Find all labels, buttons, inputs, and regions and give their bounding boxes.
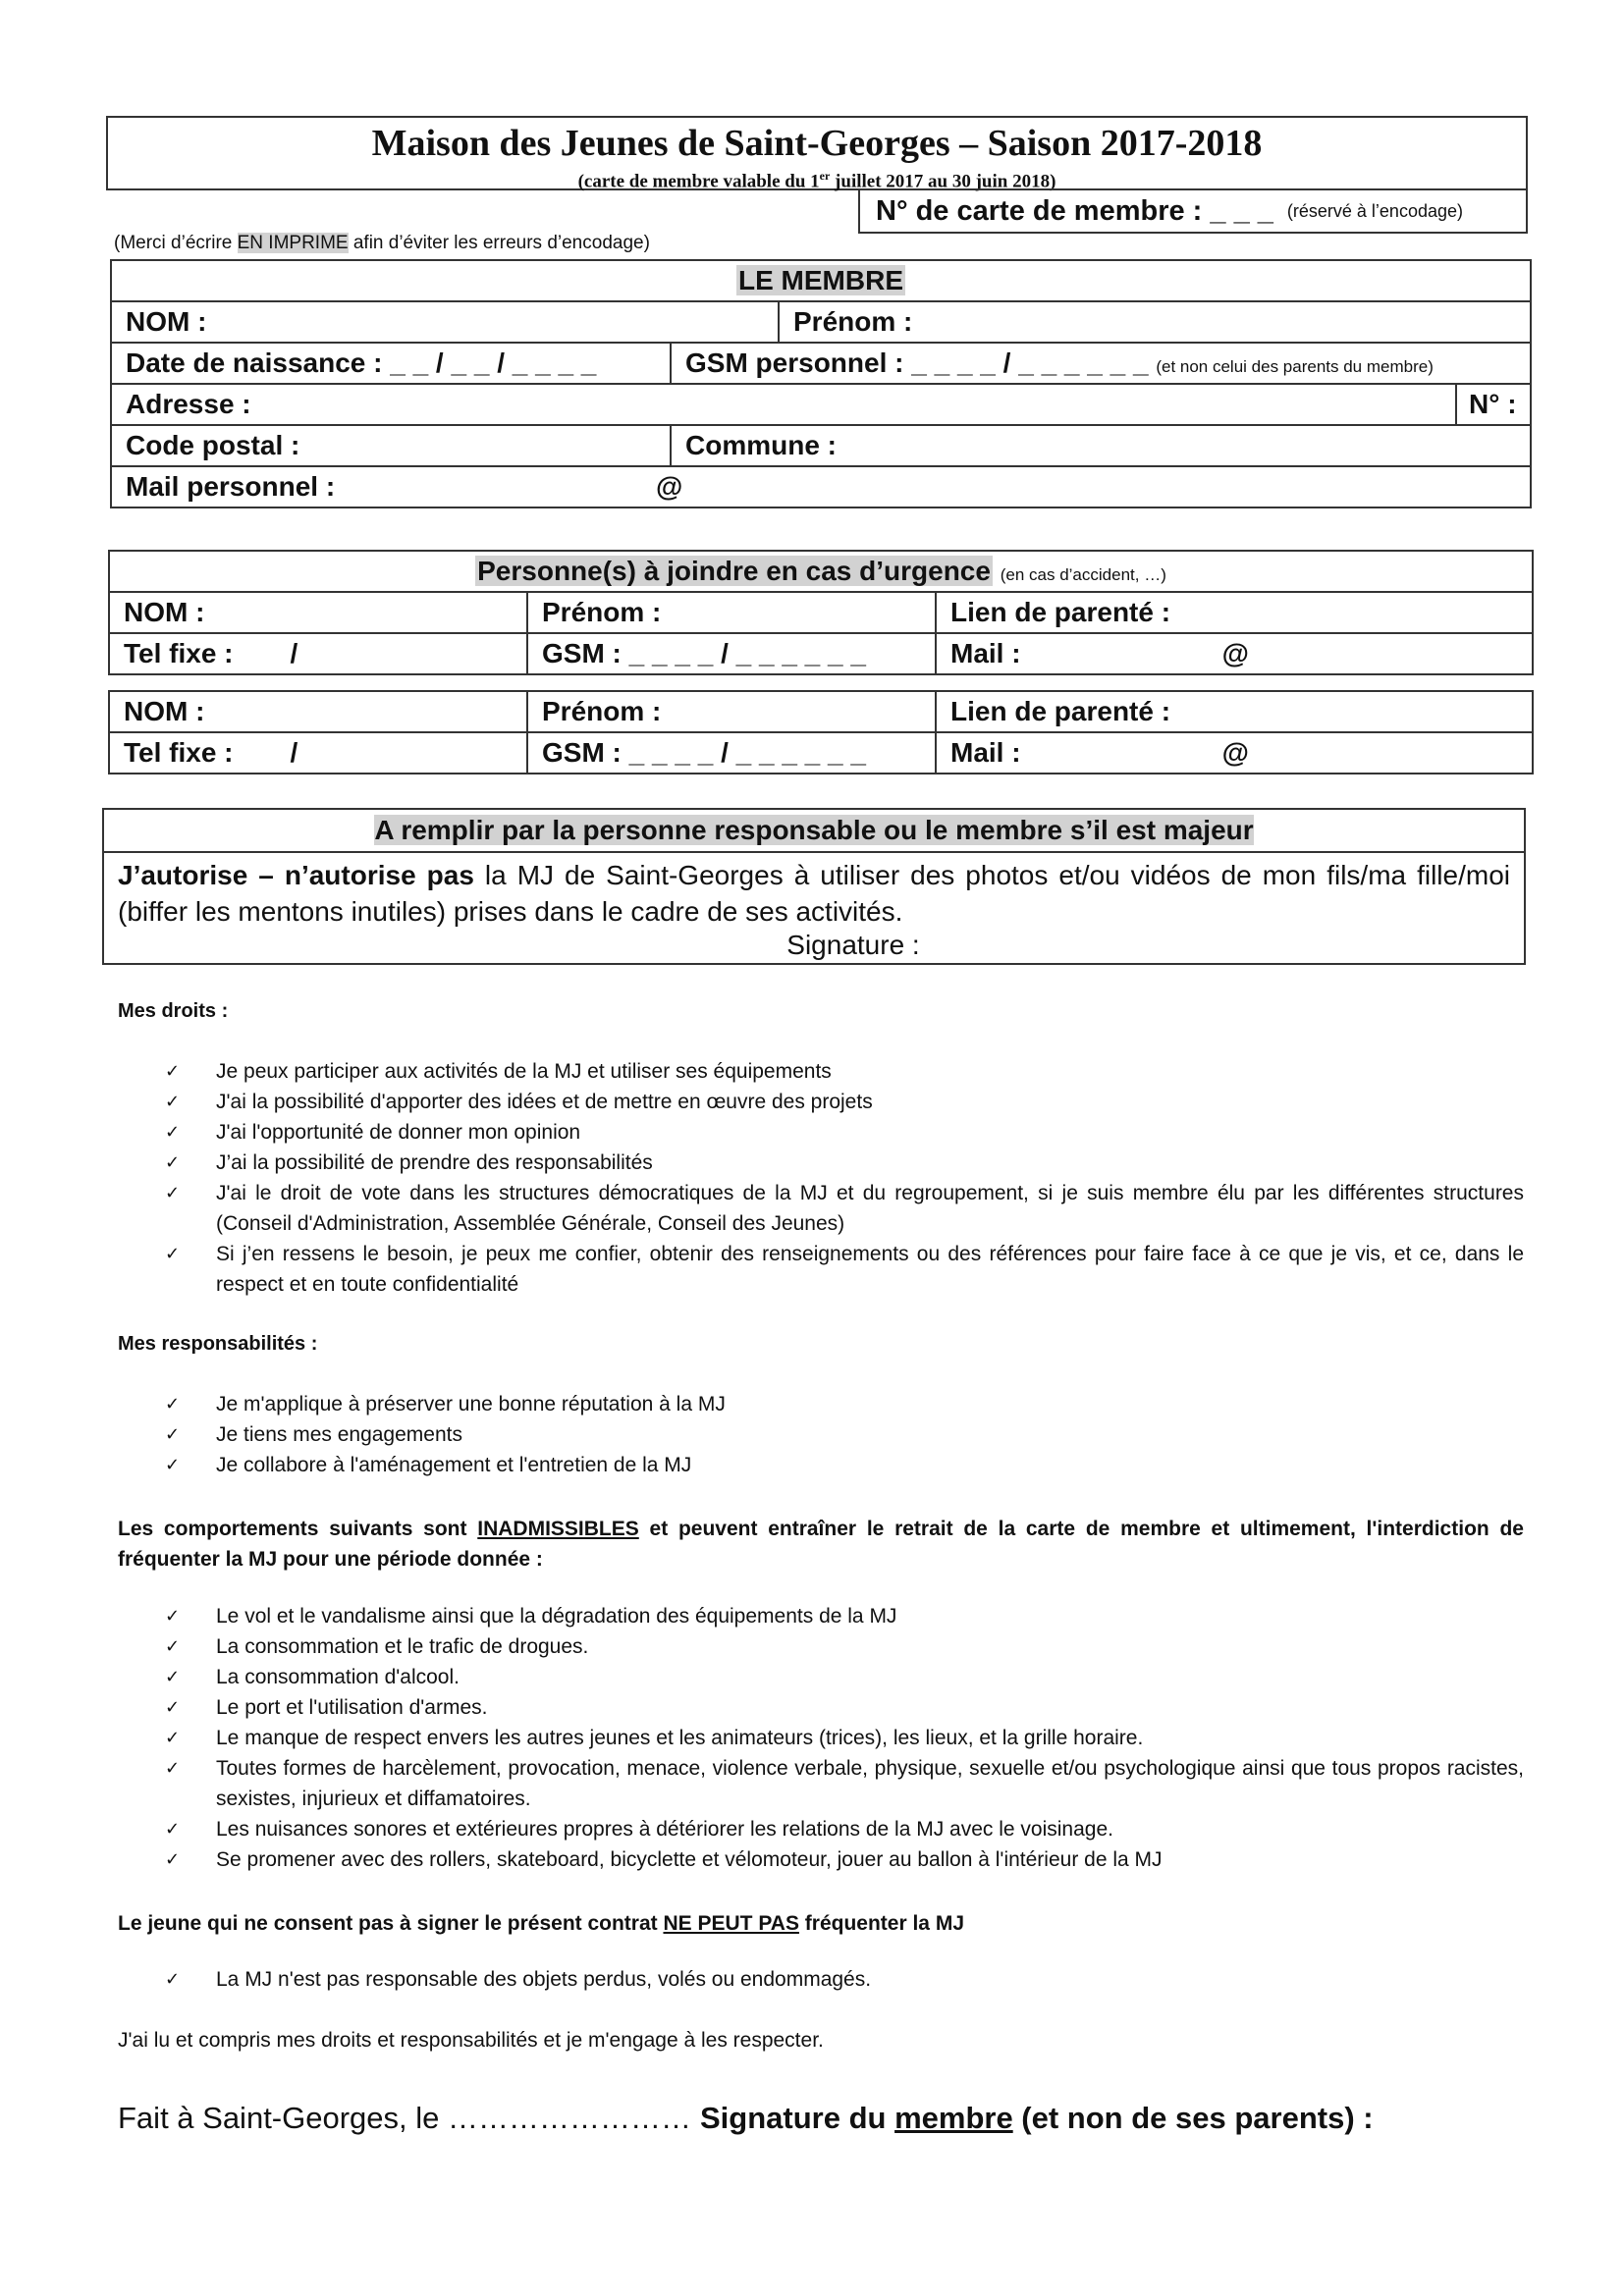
membre-adresse-field[interactable]: Adresse : [111,384,1456,425]
print-note [114,233,650,254]
comportements-title-pre: Les comportements suivants sont [118,1518,478,1540]
membre-code-postal-field[interactable]: Code postal : [111,425,671,466]
list-item-text: La consommation et le trafic de drogues. [216,1635,589,1658]
print-note-highlight: EN IMPRIME [237,233,349,253]
title-box [106,116,1528,190]
urgence2-nom-field[interactable]: NOM : [109,691,527,732]
contrat-underlined: NE PEUT PAS [663,1912,799,1935]
membre-gsm-label: GSM personnel : _ _ _ _ / _ _ _ _ _ _ [685,347,1149,378]
responsabilites-title: Mes responsabilités : [118,1333,318,1355]
membre-mail-at: @ [656,471,683,502]
check-icon: ✓ [165,1758,181,1779]
contrat-pre: Le jeune qui ne consent pas à signer le présent contrat [118,1912,664,1935]
contrat-post: fréquenter la MJ [798,1912,964,1935]
list-item [165,1753,1524,1814]
list-item-text: Le manque de respect envers les autres jeunes et les animateurs (trices), les lieux, et la grille horaire. [216,1727,1144,1749]
urgence-mail-label: Mail : [950,638,1021,668]
engagement-text: J'ai lu et compris mes droits et responsabilités et je m'engage à les respecter. [118,2029,824,2052]
check-icon: ✓ [165,1244,181,1264]
comportements-title-post: et peuvent entraîner le retrait de la carte de membre et ultimement, l'interdiction de fréquenter la MJ pour une période donnée : [118,1518,1524,1571]
authorization-body: la MJ de Saint-Georges à utiliser des photos et/ou vidéos de mon fils/ma fille/moi (biffer les mentons inutiles) prises dans le cadre de ses activités. [118,860,1510,927]
list-item [165,1087,1524,1117]
comportements-title-underlined: INADMISSIBLES [477,1518,639,1540]
member-signature-post: (et non de ses parents) : [1012,2101,1374,2135]
check-icon: ✓ [165,1183,181,1203]
droits-title: Mes droits : [118,1000,229,1022]
urgence2-lien-field[interactable]: Lien de parenté : [936,691,1533,732]
membre-mail-field[interactable] [111,466,1531,507]
urgence-prenom-field[interactable]: Prénom : [527,592,936,633]
authorization-title: A remplir par la personne responsable ou le membre s’il est majeur [374,815,1254,845]
check-icon: ✓ [165,1455,181,1475]
list-item [165,1419,1524,1450]
urgence-table [108,550,1534,675]
list-item [165,1056,1524,1087]
membre-numero-field[interactable] [1456,384,1531,425]
authorization-signature[interactable]: Signature : [786,930,920,960]
urgence2-prenom-field[interactable]: Prénom : [527,691,936,732]
membre-table [110,259,1532,508]
membre-title-cell [111,260,1531,301]
list-item [165,1117,1524,1148]
check-icon: ✓ [165,1606,181,1627]
urgence-title-note: (en cas d’accident, …) [1000,565,1166,584]
membre-title: LE MEMBRE [738,265,903,295]
membre-commune-field[interactable]: Commune : [671,425,1531,466]
list-item-text: La MJ n'est pas responsable des objets perdus, volés ou endommagés. [216,1968,872,1991]
membre-gsm-note: (et non celui des parents du membre) [1156,357,1434,376]
membre-nom-field[interactable]: NOM : [111,301,779,343]
list-item [165,1814,1524,1844]
check-icon: ✓ [165,1697,181,1718]
urgence2-mail-field[interactable] [936,732,1533,774]
list-item-text: Je m'applique à préserver une bonne réputation à la MJ [216,1393,726,1415]
urgence2-mail-at: @ [1221,737,1249,768]
authorization-text [104,853,1524,930]
check-icon: ✓ [165,1152,181,1173]
check-icon: ✓ [165,1636,181,1657]
list-item [165,1662,1524,1692]
member-signature-field[interactable] [700,2101,1374,2136]
contrat-list [165,1964,1524,1995]
urgence2-tel-slash: / [290,737,298,768]
list-item-text: Si j’en ressens le besoin, je peux me confier, obtenir des renseignements ou des références pour faire face à ce que je vis, et ce, dans le respect et en toute confidentialité [216,1243,1524,1296]
droits-list [165,1056,1524,1300]
check-icon: ✓ [165,1122,181,1143]
urgence-nom-field[interactable]: NOM : [109,592,527,633]
list-item [165,1723,1524,1753]
urgence-tel-label: Tel fixe : [124,638,234,668]
urgence-table-2 [108,690,1534,774]
urgence-mail-field[interactable] [936,633,1533,674]
authorization-choice[interactable]: J’autorise – n’autorise pas [118,860,474,890]
list-item [165,1148,1524,1178]
card-number-note: (réservé à l’encodage) [1286,200,1463,221]
urgence2-tel-field[interactable] [109,732,527,774]
list-item [165,1631,1524,1662]
list-item-text: J'ai le droit de vote dans les structures démocratiques de la MJ et du regroupement, si je suis membre élu par les différentes structures (Conseil d'Administration, Assemblée Générale, Conseil des Jeunes) [216,1182,1524,1235]
list-item-text: Toutes formes de harcèlement, provocation, menace, violence verbale, physique, sexuelle et/ou psychologique ainsi que tous propos racistes, sexistes, injurieux et diffamatoires. [216,1757,1524,1810]
list-item [165,1239,1524,1300]
list-item-text: Je peux participer aux activités de la MJ et utiliser ses équipements [216,1060,832,1083]
membre-date-naissance-field[interactable]: Date de naissance : _ _ / _ _ / _ _ _ _ [111,343,671,384]
list-item [165,1844,1524,1875]
urgence-lien-field[interactable]: Lien de parenté : [936,592,1533,633]
check-icon: ✓ [165,1819,181,1840]
member-signature-pre: Signature du [700,2101,895,2135]
validity-post: juillet 2017 au 30 juin 2018) [830,171,1056,192]
check-icon: ✓ [165,1849,181,1870]
list-item-text: J'ai la possibilité d'apporter des idées et de mettre en œuvre des projets [216,1091,873,1113]
urgence-gsm-field[interactable]: GSM : _ _ _ _ / _ _ _ _ _ _ [527,633,936,674]
responsabilites-list [165,1389,1524,1480]
authorization-box [102,808,1526,965]
urgence2-gsm-field[interactable]: GSM : _ _ _ _ / _ _ _ _ _ _ [527,732,936,774]
membre-gsm-field[interactable] [671,343,1531,384]
membre-prenom-field[interactable]: Prénom : [779,301,1531,343]
list-item-text: J'ai l'opportunité de donner mon opinion [216,1121,581,1144]
contrat-title [118,1908,1524,1939]
list-item-text: La consommation d'alcool. [216,1666,460,1688]
comportements-title [118,1514,1524,1575]
urgence-tel-slash: / [290,638,298,668]
list-item-text: Se promener avec des rollers, skateboard, bicyclette et vélomoteur, jouer au ballon à l'intérieur de la MJ [216,1848,1163,1871]
list-item [165,1964,1524,1995]
print-note-post: afin d’éviter les erreurs d’encodage) [348,233,650,253]
check-icon: ✓ [165,1424,181,1445]
list-item [165,1601,1524,1631]
list-item [165,1692,1524,1723]
urgence-tel-field[interactable] [109,633,527,674]
validity-sup: er [819,169,831,183]
print-note-pre: (Merci d’écrire [114,233,238,253]
check-icon: ✓ [165,1061,181,1082]
check-icon: ✓ [165,1394,181,1415]
list-item-text: Le vol et le vandalisme ainsi que la dégradation des équipements de la MJ [216,1605,897,1628]
list-item [165,1389,1524,1419]
urgence-title: Personne(s) à joindre en cas d’urgence [477,556,991,586]
check-icon: ✓ [165,1969,181,1990]
comportements-list [165,1601,1524,1875]
list-item-text: Je collabore à l'aménagement et l'entretien de la MJ [216,1454,692,1476]
list-item-text: Les nuisances sonores et extérieures propres à détériorer les relations de la MJ avec le voisinage. [216,1818,1113,1841]
urgence2-tel-label: Tel fixe : [124,737,234,768]
card-number-box[interactable] [858,188,1528,234]
card-number-label: N° de carte de membre : _ _ _ [876,194,1273,227]
check-icon: ✓ [165,1728,181,1748]
validity-pre: (carte de membre valable du 1 [577,171,820,192]
list-item-text: Le port et l'utilisation d'armes. [216,1696,488,1719]
list-item-text: J’ai la possibilité de prendre des responsabilités [216,1151,653,1174]
list-item-text: Je tiens mes engagements [216,1423,462,1446]
membre-mail-label: Mail personnel : [126,471,336,502]
urgence-title-cell [109,551,1533,592]
list-item [165,1178,1524,1239]
page-title: Maison des Jeunes de Saint-Georges – Saison 2017-2018 [371,123,1263,164]
membre-numero-label: N° : [1469,389,1517,419]
authorization-title-row [104,810,1524,853]
urgence2-mail-label: Mail : [950,737,1021,768]
list-item [165,1450,1524,1480]
member-signature-underlined: membre [894,2101,1013,2135]
check-icon: ✓ [165,1667,181,1687]
urgence-mail-at: @ [1221,638,1249,668]
fait-a-field[interactable]: Fait à Saint-Georges, le …………………… [118,2101,691,2135]
check-icon: ✓ [165,1092,181,1112]
